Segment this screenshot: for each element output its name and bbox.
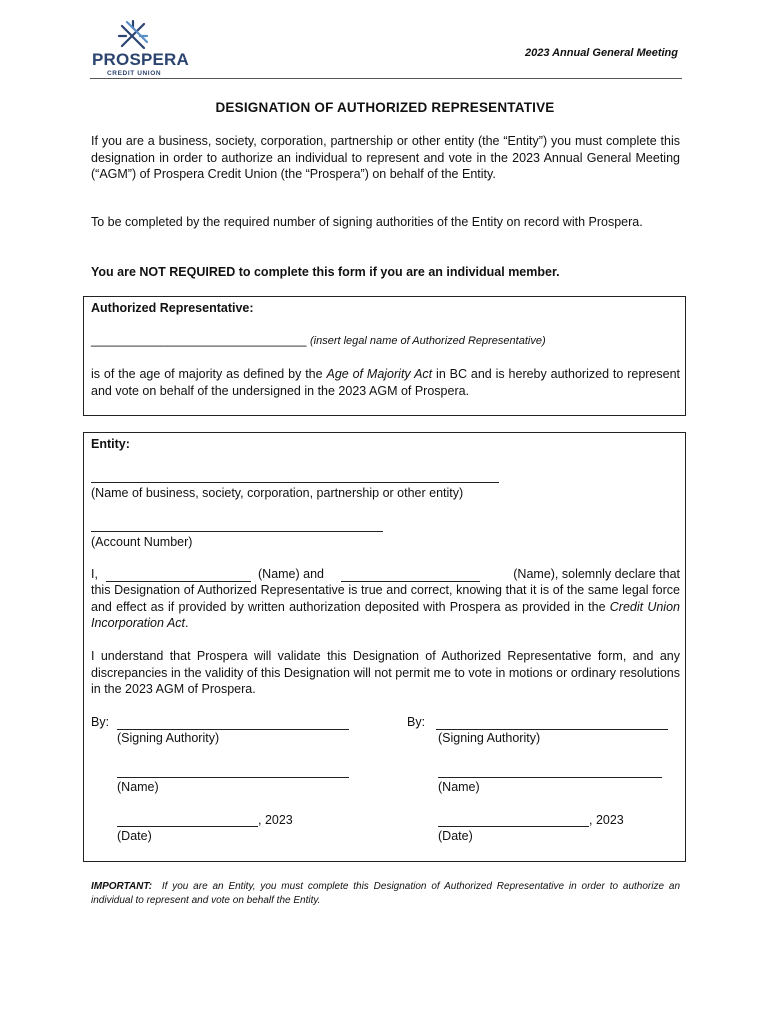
logo-name: PROSPERA — [92, 50, 190, 69]
date-year-left: , 2023 — [258, 813, 293, 827]
account-number-label: (Account Number) — [91, 535, 193, 549]
entity-heading: Entity: — [91, 437, 130, 451]
by-label-right: By: — [407, 715, 426, 729]
prospera-logo — [90, 18, 190, 77]
important-note — [91, 880, 680, 907]
by-label-left: By: — [91, 715, 110, 729]
name-label-left: (Name) — [117, 780, 159, 794]
name-label-right: (Name) — [438, 780, 480, 794]
account-number-line[interactable] — [91, 531, 383, 532]
signing-authority-label-left: (Signing Authority) — [117, 731, 220, 745]
logo-subtitle: CREDIT UNION — [107, 70, 162, 77]
validation-text: I understand that Prospera will validate this Designation of Authorized Representative form, and any discrepancies in the validity of this Designation will not permit me to vote in motions or ordinary resolutions in the 2023 AGM of Prospera. — [91, 649, 680, 696]
date-label-left: (Date) — [117, 829, 152, 843]
not-required-notice: You are NOT REQUIRED to complete this form if you are an individual member. — [91, 265, 560, 279]
representative-name-hint: (insert legal name of Authorized Representative) — [310, 335, 546, 347]
important-label: IMPORTANT: — [91, 881, 153, 892]
date-line-right[interactable] — [438, 826, 589, 827]
entity-name-line[interactable] — [91, 482, 499, 483]
declare-i: I, — [91, 567, 98, 581]
date-line-left[interactable] — [117, 826, 258, 827]
representative-heading: Authorized Representative: — [91, 301, 254, 315]
date-year-right: , 2023 — [589, 813, 624, 827]
header-divider — [90, 78, 682, 79]
meeting-title: 2023 Annual General Meeting — [524, 47, 678, 59]
page-title: DESIGNATION OF AUTHORIZED REPRESENTATIVE — [215, 100, 555, 115]
entity-name-label: (Name of business, society, corporation, partnership or other entity) — [91, 486, 464, 500]
intro-paragraph: If you are a business, society, corporation, partnership or other entity (the “Entity”) you must complete this designation in order to authorize an individual to represent and vote in the 2023 Annual General Meeting (“AGM”) of Prospera Credit Union (the “Prospera”) on behalf of the Entity. — [91, 134, 680, 181]
prospera-logo-icon — [116, 20, 150, 52]
representative-authorization-text: is of the age of majority as defined by the Age of Majority Act in BC and is hereby authorized to represent and vote on behalf of the undersigned in the 2023 AGM of Prospera. — [91, 367, 681, 398]
signing-paragraph: To be completed by the required number of signing authorities of the Entity on record with Prospera. — [91, 215, 643, 229]
declare-name-word-1: (Name) and — [258, 567, 324, 581]
signing-authority-label-right: (Signing Authority) — [438, 731, 541, 745]
representative-name-field[interactable] — [91, 332, 546, 349]
name-line-left[interactable] — [117, 777, 349, 778]
important-text: If you are an Entity, you must complete this Designation of Authorized Representative in order to authorize an individual to represent and vote on behalf the Entity. — [91, 881, 681, 906]
declaration-text: this Designation of Authorized Representative is true and correct, knowing that it is of the same legal force and effect as if provided by written authorization deposited with Prospera as provided in the Credit Union Incorporation Act. — [91, 583, 680, 630]
declare-name-word-2: (Name), solemnly declare that — [513, 567, 680, 581]
date-label-right: (Date) — [438, 829, 473, 843]
representative-name-blank: _______________________________ — [91, 333, 307, 347]
name-line-right[interactable] — [438, 777, 662, 778]
